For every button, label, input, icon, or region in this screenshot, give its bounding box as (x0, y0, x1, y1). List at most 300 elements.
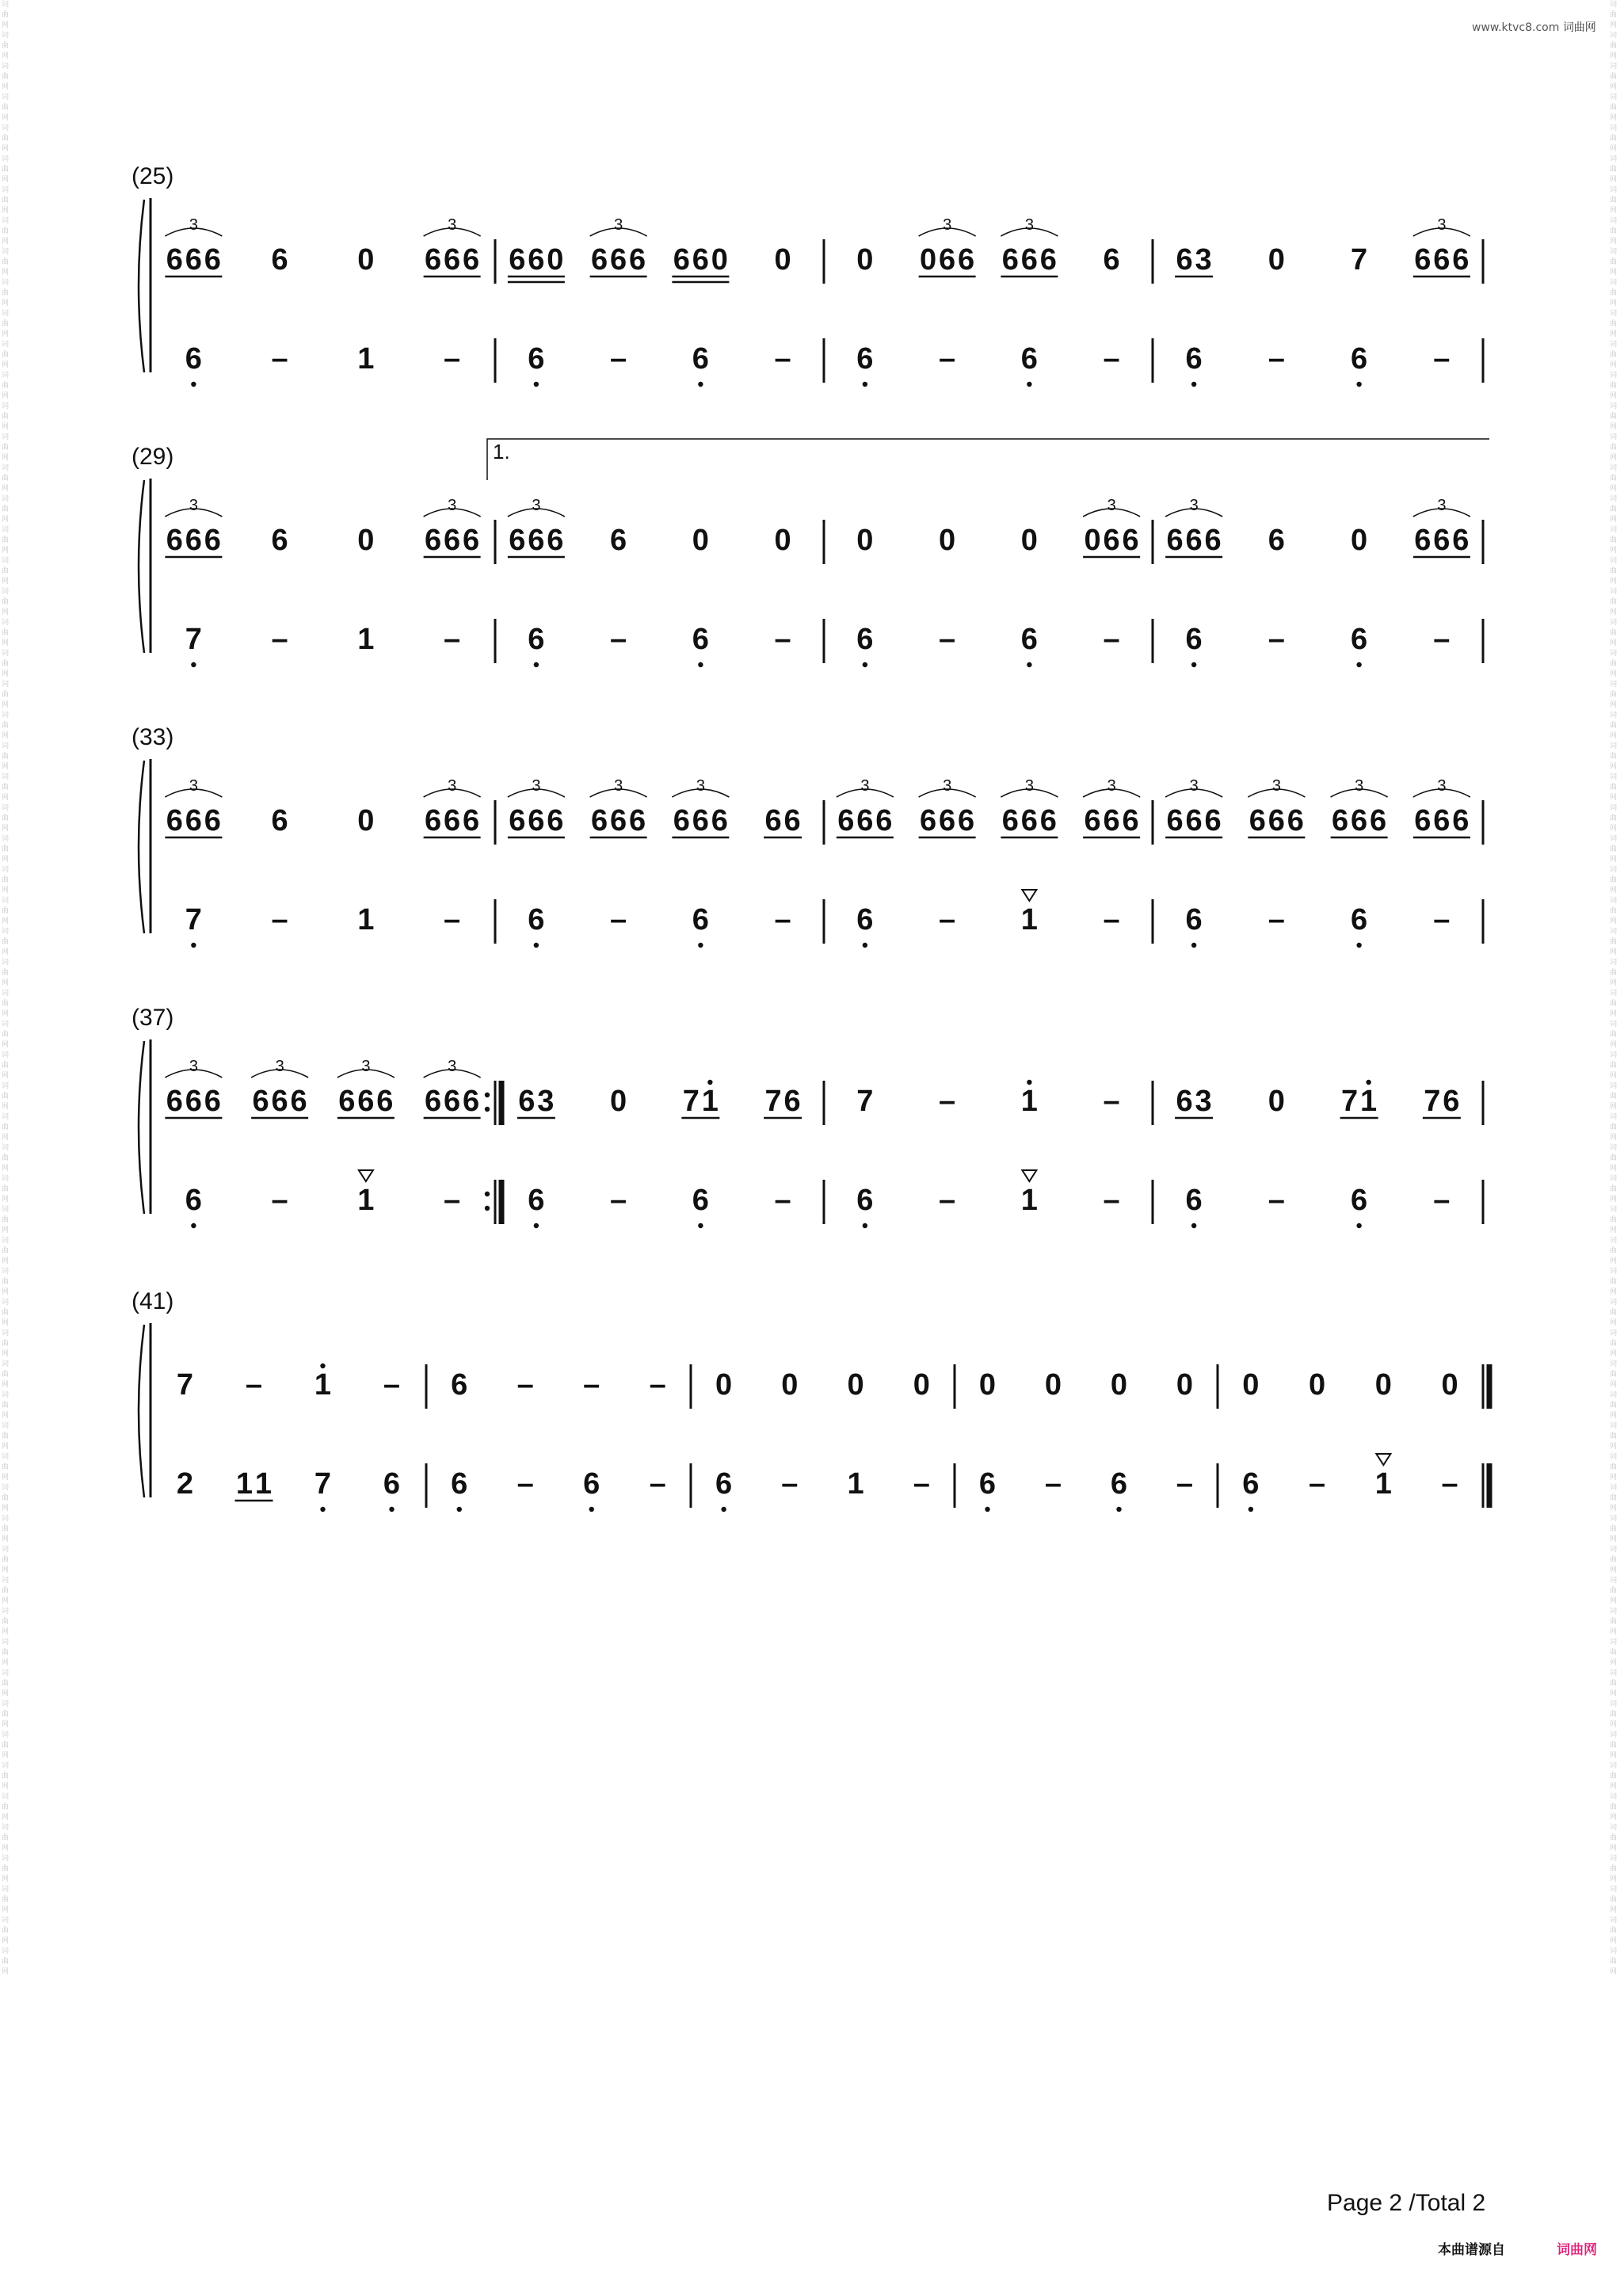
note-6: 6 (692, 243, 709, 277)
note-6: 6 (166, 804, 183, 837)
note-6: 6 (1020, 342, 1038, 376)
lower-octave-dot (389, 1507, 394, 1512)
tuplet-number: 3 (448, 777, 457, 795)
lower-octave-dot (589, 1507, 594, 1512)
note-6: 6 (856, 804, 874, 837)
note-6: 6 (166, 1085, 183, 1118)
system-brace (139, 200, 144, 372)
note-6: 6 (1185, 903, 1203, 936)
dash-extension: – (1044, 1467, 1062, 1501)
note-6: 6 (1103, 804, 1120, 837)
dash-extension: – (383, 1368, 401, 1402)
note-6: 6 (1185, 342, 1203, 376)
note-6: 6 (444, 524, 461, 557)
note-0: 0 (610, 1085, 627, 1118)
note-6: 6 (425, 1085, 442, 1118)
header-url-text[interactable]: www.ktvc8.com (1472, 21, 1560, 34)
note-0: 0 (1268, 243, 1285, 277)
tuplet-number: 3 (189, 216, 198, 234)
footer-source-label: 本曲谱源自 (1438, 2242, 1505, 2258)
note-6: 6 (1351, 342, 1368, 376)
note-6: 6 (783, 1085, 801, 1118)
measure-number: (29) (132, 444, 174, 470)
note-6: 6 (271, 524, 288, 557)
repeat-dot (485, 1107, 490, 1112)
note-0: 0 (711, 243, 728, 277)
dash-extension: – (1268, 623, 1285, 656)
note-6: 6 (939, 804, 956, 837)
tuplet-number: 3 (943, 777, 952, 795)
note-6: 6 (692, 623, 709, 656)
dash-extension: – (1103, 1085, 1120, 1118)
note-6: 6 (451, 1368, 468, 1402)
note-1: 1 (314, 1368, 332, 1402)
note-0: 0 (1110, 1368, 1128, 1402)
note-6: 6 (673, 243, 690, 277)
tuplet-number: 3 (1355, 777, 1364, 795)
note-6: 6 (383, 1467, 401, 1501)
note-6: 6 (1351, 623, 1368, 656)
note-1: 1 (357, 342, 375, 376)
lower-octave-dot (698, 382, 703, 387)
note-6: 6 (1084, 804, 1101, 837)
dash-extension: – (939, 623, 956, 656)
note-0: 0 (781, 1368, 799, 1402)
note-6: 6 (528, 804, 545, 837)
dash-extension: – (1103, 623, 1120, 656)
dash-extension: – (774, 623, 791, 656)
note-6: 6 (185, 804, 202, 837)
note-6: 6 (1176, 243, 1193, 277)
note-0: 0 (547, 243, 564, 277)
tuplet-number: 3 (1024, 777, 1034, 795)
tuplet-number: 3 (448, 497, 457, 514)
note-6: 6 (451, 1467, 468, 1501)
note-1: 1 (847, 1467, 864, 1501)
note-3: 3 (537, 1085, 555, 1118)
note-6: 6 (528, 903, 545, 936)
dash-extension: – (271, 903, 288, 936)
note-6: 6 (1020, 243, 1038, 277)
note-6: 6 (357, 1085, 375, 1118)
note-6: 6 (591, 804, 608, 837)
dash-extension: – (1433, 903, 1451, 936)
note-6: 6 (204, 524, 221, 557)
note-6: 6 (1370, 804, 1387, 837)
note-6: 6 (1020, 623, 1038, 656)
note-6: 6 (1414, 243, 1431, 277)
lower-octave-dot (1027, 662, 1031, 667)
note-3: 3 (1195, 243, 1212, 277)
dash-extension: – (1103, 1184, 1120, 1217)
note-6: 6 (528, 524, 545, 557)
dash-extension: – (271, 623, 288, 656)
volta-label: 1. (493, 440, 510, 463)
note-6: 6 (1248, 804, 1266, 837)
dash-extension: – (1103, 903, 1120, 936)
page-number: Page 2 /Total 2 (1327, 2190, 1486, 2216)
accent-triangle (1022, 1170, 1036, 1181)
dash-extension: – (1176, 1467, 1194, 1501)
note-3: 3 (1195, 1085, 1212, 1118)
note-0: 0 (978, 1368, 997, 1402)
note-6: 6 (1001, 804, 1019, 837)
dash-extension: – (610, 623, 627, 656)
note-6: 6 (528, 623, 545, 656)
note-1: 1 (357, 623, 375, 656)
note-6: 6 (920, 804, 937, 837)
note-6: 6 (692, 342, 709, 376)
note-6: 6 (978, 1467, 997, 1501)
tuplet-number: 3 (1437, 216, 1447, 234)
note-7: 7 (185, 903, 202, 936)
lower-octave-dot (1356, 382, 1361, 387)
lower-octave-dot (698, 943, 703, 948)
lower-octave-dot (1248, 1507, 1253, 1512)
note-6: 6 (425, 524, 442, 557)
tuplet-number: 3 (1189, 777, 1199, 795)
note-6: 6 (692, 1184, 709, 1217)
note-6: 6 (463, 243, 480, 277)
note-6: 6 (1204, 804, 1222, 837)
note-0: 0 (1268, 1085, 1285, 1118)
tuplet-number: 3 (1437, 777, 1447, 795)
dash-extension: – (583, 1368, 600, 1402)
note-6: 6 (610, 804, 627, 837)
tuplet-number: 3 (189, 1058, 198, 1075)
higher-octave-dot (320, 1364, 325, 1368)
system-brace (139, 1325, 144, 1497)
note-6: 6 (939, 243, 956, 277)
side-watermark-left: 词曲网词曲网词曲网词曲网词曲网词曲网词曲网词曲网词曲网词曲网词曲网词曲网词曲网词曲网词曲网词曲网词曲网词曲网词曲网词曲网词曲网词曲网词曲网词曲网词曲网词曲网词曲网词曲网词曲网词曲网词曲网词曲网词曲网词曲网词曲网词曲网词曲网词曲网词曲网词曲网词曲网词曲网词曲网词曲网词曲网词曲网词曲网词曲网词曲网词曲网词曲网词曲网词曲网词曲网词曲网词曲网词曲网词曲网词曲网词曲网词曲网词曲网词曲网词曲网 (2, 1, 10, 1976)
dash-extension: – (610, 903, 627, 936)
note-6: 6 (1433, 524, 1451, 557)
note-0: 0 (913, 1368, 930, 1402)
dash-extension: – (774, 1184, 791, 1217)
note-6: 6 (444, 804, 461, 837)
note-0: 0 (920, 243, 937, 277)
note-1: 1 (357, 903, 375, 936)
lower-octave-dot (534, 1223, 539, 1228)
lower-octave-dot (534, 662, 539, 667)
tuplet-number: 3 (1107, 497, 1116, 514)
note-6: 6 (444, 1085, 461, 1118)
volta-bracket (487, 439, 1489, 480)
note-6: 6 (547, 804, 564, 837)
dash-extension: – (781, 1467, 799, 1501)
note-6: 6 (715, 1467, 733, 1501)
lower-octave-dot (1356, 1223, 1361, 1228)
note-6: 6 (875, 804, 893, 837)
note-6: 6 (271, 1085, 288, 1118)
lower-octave-dot (534, 382, 539, 387)
accent-triangle (1376, 1454, 1390, 1465)
dash-extension: – (444, 1184, 461, 1217)
note-6: 6 (252, 1085, 269, 1118)
note-6: 6 (338, 1085, 356, 1118)
system-brace (139, 1041, 144, 1214)
lower-octave-dot (1356, 943, 1361, 948)
note-1: 1 (1020, 1085, 1038, 1118)
note-0: 0 (1441, 1368, 1458, 1402)
tuplet-number: 3 (275, 1058, 284, 1075)
tuplet-number: 3 (614, 216, 623, 234)
header-site-name: 词曲网 (1562, 21, 1596, 34)
note-7: 7 (185, 623, 202, 656)
note-0: 0 (1084, 524, 1101, 557)
note-0: 0 (1351, 524, 1368, 557)
tuplet-number: 3 (1189, 497, 1199, 514)
note-0: 0 (357, 524, 375, 557)
lower-octave-dot (534, 943, 539, 948)
lower-octave-dot (457, 1507, 462, 1512)
dash-extension: – (939, 1184, 956, 1217)
note-6: 6 (528, 342, 545, 376)
dash-extension: – (245, 1368, 263, 1402)
lower-octave-dot (863, 1223, 867, 1228)
note-1: 1 (1374, 1467, 1392, 1501)
note-6: 6 (528, 243, 545, 277)
higher-octave-dot (1027, 1080, 1031, 1085)
note-6: 6 (376, 1085, 394, 1118)
note-6: 6 (290, 1085, 307, 1118)
note-6: 6 (1103, 524, 1120, 557)
note-1: 1 (1020, 1184, 1038, 1217)
note-1: 1 (254, 1467, 273, 1501)
note-0: 0 (1309, 1368, 1326, 1402)
note-6: 6 (1185, 623, 1203, 656)
note-6: 6 (425, 804, 442, 837)
note-6: 6 (958, 243, 975, 277)
lower-octave-dot (698, 1223, 703, 1228)
tuplet-number: 3 (532, 777, 541, 795)
note-6: 6 (204, 1085, 221, 1118)
note-6: 6 (629, 804, 646, 837)
note-6: 6 (1433, 804, 1451, 837)
note-6: 6 (1332, 804, 1349, 837)
note-6: 6 (1443, 1085, 1460, 1118)
dash-extension: – (1433, 342, 1451, 376)
dash-extension: – (610, 342, 627, 376)
note-6: 6 (1452, 804, 1470, 837)
measure-number: (41) (132, 1288, 174, 1314)
note-6: 6 (783, 804, 801, 837)
tuplet-number: 3 (448, 216, 457, 234)
note-6: 6 (1452, 524, 1470, 557)
note-6: 6 (692, 903, 709, 936)
note-6: 6 (1287, 804, 1304, 837)
dash-extension: – (649, 1467, 666, 1501)
lower-octave-dot (863, 943, 867, 948)
higher-octave-dot (1366, 1080, 1370, 1085)
note-6: 6 (509, 804, 526, 837)
note-6: 6 (1351, 903, 1368, 936)
note-6: 6 (1020, 804, 1038, 837)
note-7: 7 (1341, 1085, 1359, 1118)
note-6: 6 (185, 524, 202, 557)
note-6: 6 (1268, 524, 1285, 557)
dash-extension: – (1441, 1467, 1458, 1501)
note-7: 7 (682, 1085, 700, 1118)
tuplet-number: 3 (189, 777, 198, 795)
note-0: 0 (856, 524, 874, 557)
dash-extension: – (444, 903, 461, 936)
lower-octave-dot (698, 662, 703, 667)
tuplet-number: 3 (860, 777, 870, 795)
dash-extension: – (517, 1467, 534, 1501)
note-0: 0 (1242, 1368, 1260, 1402)
note-0: 0 (1020, 524, 1038, 557)
note-6: 6 (509, 524, 526, 557)
note-0: 0 (1044, 1368, 1062, 1402)
note-6: 6 (673, 804, 690, 837)
tuplet-number: 3 (1271, 777, 1281, 795)
note-6: 6 (509, 243, 526, 277)
note-6: 6 (711, 804, 728, 837)
tuplet-number: 3 (532, 497, 541, 514)
note-6: 6 (610, 524, 627, 557)
note-0: 0 (1176, 1368, 1194, 1402)
note-6: 6 (166, 524, 183, 557)
tuplet-number: 3 (943, 216, 952, 234)
dash-extension: – (610, 1184, 627, 1217)
tuplet-number: 3 (448, 1058, 457, 1075)
dash-extension: – (1268, 903, 1285, 936)
note-1: 1 (701, 1085, 719, 1118)
lower-octave-dot (1191, 382, 1196, 387)
note-6: 6 (204, 804, 221, 837)
note-6: 6 (271, 804, 288, 837)
note-7: 7 (1424, 1085, 1441, 1118)
dash-extension: – (939, 342, 956, 376)
dash-extension: – (271, 342, 288, 376)
note-6: 6 (463, 1085, 480, 1118)
note-6: 6 (1268, 804, 1285, 837)
note-6: 6 (425, 243, 442, 277)
dash-extension: – (271, 1184, 288, 1217)
dash-extension: – (1103, 342, 1120, 376)
note-6: 6 (444, 243, 461, 277)
lower-octave-dot (191, 1223, 196, 1228)
lower-octave-dot (1116, 1507, 1121, 1512)
note-6: 6 (591, 243, 608, 277)
note-1: 1 (1360, 1085, 1378, 1118)
note-0: 0 (939, 524, 956, 557)
note-0: 0 (847, 1368, 864, 1402)
note-6: 6 (271, 243, 288, 277)
side-watermark-right: 词曲网词曲网词曲网词曲网词曲网词曲网词曲网词曲网词曲网词曲网词曲网词曲网词曲网词曲网词曲网词曲网词曲网词曲网词曲网词曲网词曲网词曲网词曲网词曲网词曲网词曲网词曲网词曲网词曲网词曲网词曲网词曲网词曲网词曲网词曲网词曲网词曲网词曲网词曲网词曲网词曲网词曲网词曲网词曲网词曲网词曲网词曲网词曲网词曲网词曲网词曲网词曲网词曲网词曲网词曲网词曲网词曲网词曲网词曲网词曲网词曲网词曲网词曲网词曲网 (1610, 1, 1618, 1976)
note-6: 6 (958, 804, 975, 837)
note-6: 6 (1185, 804, 1203, 837)
measure-number: (33) (132, 724, 174, 750)
tuplet-number: 3 (696, 777, 705, 795)
note-6: 6 (528, 1184, 545, 1217)
note-0: 0 (692, 524, 709, 557)
dash-extension: – (1268, 342, 1285, 376)
measure-number: (25) (132, 163, 174, 189)
dash-extension: – (1433, 1184, 1451, 1217)
note-1: 1 (235, 1467, 254, 1501)
note-6: 6 (856, 1184, 874, 1217)
note-6: 6 (1414, 524, 1431, 557)
note-6: 6 (1122, 524, 1139, 557)
higher-octave-dot (707, 1080, 712, 1085)
lower-octave-dot (1027, 382, 1031, 387)
note-6: 6 (629, 243, 646, 277)
tuplet-number: 3 (361, 1058, 371, 1075)
dash-extension: – (1433, 623, 1451, 656)
note-7: 7 (764, 1085, 782, 1118)
repeat-dot (485, 1206, 490, 1211)
note-6: 6 (204, 243, 221, 277)
dash-extension: – (1309, 1467, 1326, 1501)
note-6: 6 (1351, 1184, 1368, 1217)
note-6: 6 (1122, 804, 1139, 837)
note-6: 6 (856, 623, 874, 656)
note-6: 6 (547, 524, 564, 557)
note-6: 6 (1001, 243, 1019, 277)
lower-octave-dot (863, 382, 867, 387)
measure-number: (37) (132, 1005, 174, 1031)
note-6: 6 (1039, 243, 1057, 277)
note-1: 1 (1020, 903, 1038, 936)
note-6: 6 (1185, 524, 1203, 557)
dash-extension: – (939, 903, 956, 936)
system-brace (139, 480, 144, 653)
dash-extension: – (1268, 1184, 1285, 1217)
note-6: 6 (1039, 804, 1057, 837)
lower-octave-dot (1191, 1223, 1196, 1228)
note-6: 6 (185, 342, 202, 376)
note-6: 6 (185, 243, 202, 277)
lower-octave-dot (191, 943, 196, 948)
dash-extension: – (517, 1368, 534, 1402)
note-0: 0 (715, 1368, 733, 1402)
note-6: 6 (185, 1184, 202, 1217)
note-6: 6 (610, 243, 627, 277)
footer-brand[interactable]: 词曲网 (1557, 2242, 1597, 2258)
lower-octave-dot (191, 382, 196, 387)
note-7: 7 (856, 1085, 874, 1118)
dash-extension: – (913, 1467, 930, 1501)
lower-octave-dot (191, 662, 196, 667)
tuplet-number: 3 (1024, 216, 1034, 234)
note-6: 6 (1204, 524, 1222, 557)
tuplet-number: 3 (189, 497, 198, 514)
note-6: 6 (463, 524, 480, 557)
note-6: 6 (692, 804, 709, 837)
note-6: 6 (764, 804, 782, 837)
dash-extension: – (774, 903, 791, 936)
note-0: 0 (856, 243, 874, 277)
note-6: 6 (463, 804, 480, 837)
lower-octave-dot (863, 662, 867, 667)
dash-extension: – (444, 623, 461, 656)
note-6: 6 (1103, 243, 1120, 277)
note-0: 0 (357, 243, 375, 277)
repeat-dot (485, 1192, 490, 1196)
tuplet-number: 3 (1437, 497, 1447, 514)
note-6: 6 (837, 804, 855, 837)
note-6: 6 (1176, 1085, 1193, 1118)
system-brace (139, 761, 144, 933)
note-7: 7 (176, 1368, 194, 1402)
note-6: 6 (1110, 1467, 1128, 1501)
note-0: 0 (774, 524, 791, 557)
lower-octave-dot (320, 1507, 325, 1512)
lower-octave-dot (985, 1507, 989, 1512)
lower-octave-dot (721, 1507, 726, 1512)
